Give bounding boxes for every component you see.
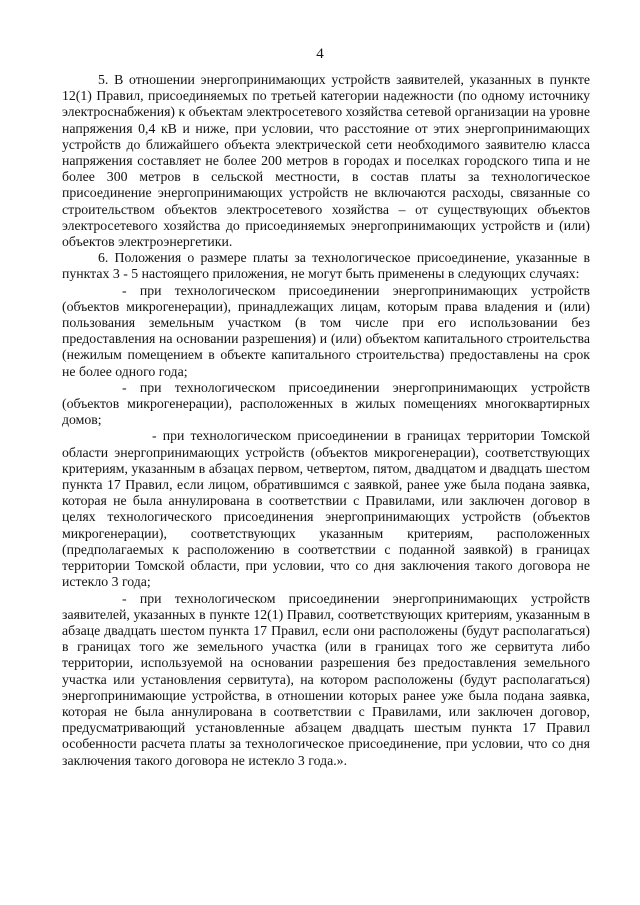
paragraph-5: 5. В отношении энергопринимающих устройств заявителей, указанных в пункте 12(1) Правил, присоединяемых по третьей категории надежности (по одному источнику электроснабжения) к объектам электросетевого хозяйства сетевой организации на уровне напряжения 0,4 кВ и ниже, при условии, что расстояние от этих энергопринимающих устройств до ближайшего объекта электрической сети необходимого заявителю класса напряжения составляет не более 200 метров в городах и поселках городского типа и не более 300 метров в сельской местности, в состав платы за технологическое присоединение энергопринимающих устройств не включаются расходы, связанные со строительством объектов электросетевого хозяйства – от существующих объектов электросетевого хозяйства до присоединяемых энергопринимающих устройств и (или) объектов электроэнергетики. <box>62 72 590 250</box>
paragraph-6-case-short-term-rights: - при технологическом присоединении энергопринимающих устройств (объектов микрогенерации), принадлежащих лицам, которым права владения и (или) пользования земельным участком (в том числе при его использовании без предоставления на основании разрешения) и (или) объектом капитального строительства (нежилым помещением в объекте капитального строительства) предоставлены на срок не более одного года; <box>62 282 590 379</box>
paragraph-6-case-apartment-buildings: - при технологическом присоединении энергопринимающих устройств (объектов микрогенерации), расположенных в жилых помещениях многоквартирных домов; <box>62 379 590 428</box>
page-number: 4 <box>316 46 324 62</box>
paragraph-6-case-tomsk-region: - при технологическом присоединении в границах территории Томской области энергопринимающих устройств (объектов микрогенерации), соответствующих критериям, указанным в абзацах первом, четвертом, пятом, двадцатом и двадцать шестом пункта 17 Правил, если лицом, обратившимся с заявкой, ранее уже была подана заявка, которая не была аннулирована в соответствии с Правилами, или заключен договор в целях технологического присоединения энергопринимающих устройств (объектов микрогенерации), соответствующих указанным критериям, расположенных (предполагаемых к расположению в соответствии с поданной заявкой) в границах территории Томской области, при условии, что со дня заключения такого договора не истекло 3 года; <box>62 428 590 590</box>
paragraph-6: 6. Положения о размере платы за технологическое присоединение, указанные в пунктах 3 - 5 настоящего приложения, не могут быть применены в следующих случаях: <box>62 250 590 282</box>
document-body <box>62 72 590 769</box>
paragraph-6-case-same-land-plot: - при технологическом присоединении энергопринимающих устройств заявителей, указанных в пункте 12(1) Правил, соответствующих критериям, указанным в абзаце двадцать шестом пункта 17 Правил, если они расположены (будут располагаться) в границах того же земельного участка (или в границах того же сервитута либо территории, используемой на основании разрешения без предоставления земельного участка или установления сервитута), на котором расположены (будут располагаться) энергопринимающие устройства, в отношении которых ранее уже была подана заявка, которая не была аннулирована в соответствии с Правилами, или заключен договор, предусматривающий установленные абзацем двадцать шестым пункта 17 Правил особенности расчета платы за технологическое присоединение, при условии, что со дня заключения такого договора не истекло 3 года.». <box>62 590 590 768</box>
